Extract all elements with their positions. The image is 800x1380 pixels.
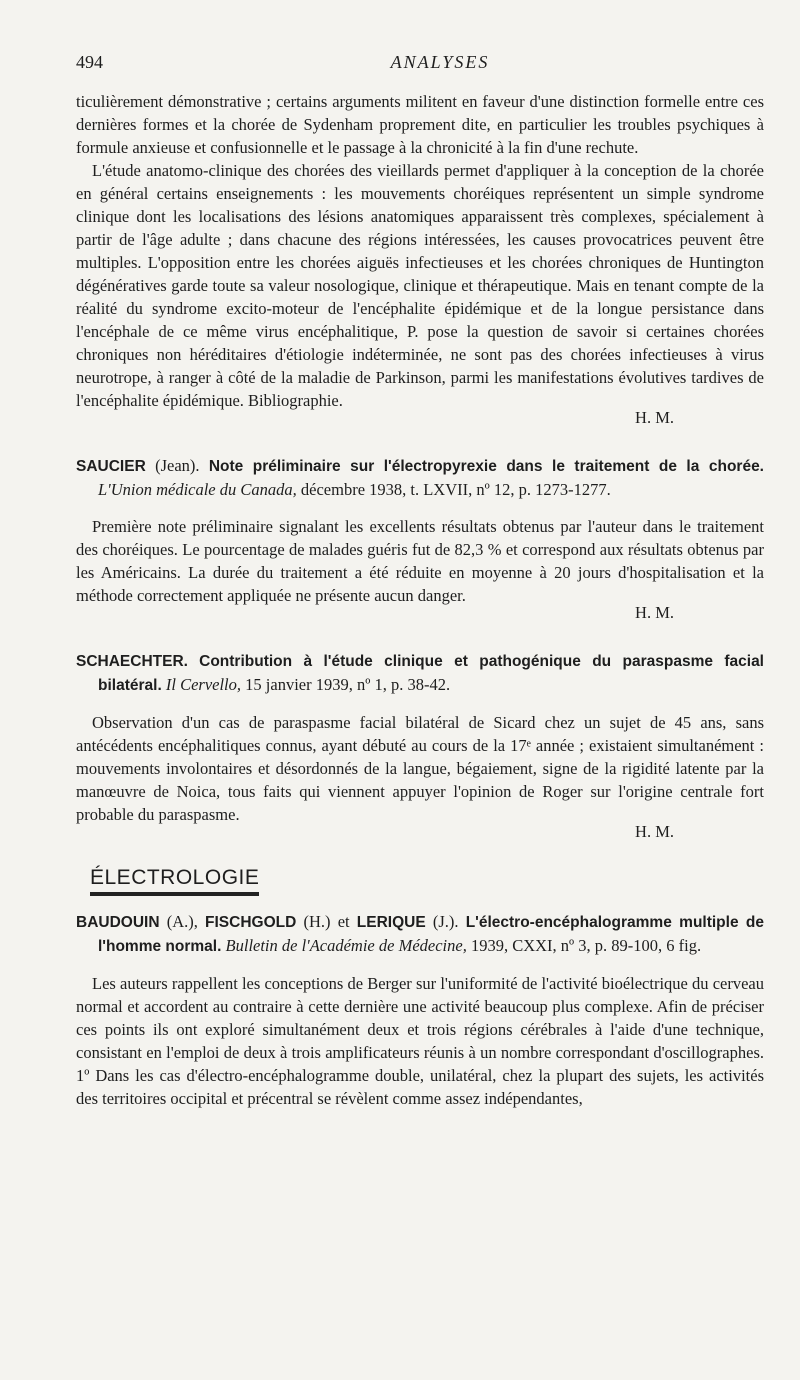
entry-heading	[76, 649, 764, 697]
entry-title: Note préliminaire sur l'électropyrexie dans le traitement de la chorée.	[208, 458, 764, 475]
journal-name: L'Union médicale du Canada,	[98, 480, 297, 499]
citation: décembre 1938, t. LXVII, nº 12, p. 1273-1277.	[300, 480, 611, 499]
journal-name: Il Cervello,	[165, 675, 242, 694]
journal-name: Bulletin de l'Académie de Médecine,	[225, 936, 467, 955]
abstract: Observation d'un cas de paraspasme facial bilatéral de Sicard chez un sujet de 45 ans, sans antécédents encéphalitiques connus, ayant débuté au cours de la 17ᵉ année ; existaient simultanément : mouvements involontaires et désordonnés de la langue, bégaiement, signe de la rigidité latente par la manœuvre de Noica, tous faits qui viennent appuyer l'opinion de Roger sur l'origine centrale fort probable du paraspasme.	[76, 713, 764, 824]
author-initial: (A.),	[166, 912, 198, 931]
author-name: SAUCIER	[76, 458, 146, 475]
page-body	[76, 90, 764, 1110]
entry-saucier	[76, 454, 764, 623]
author-initial: (J.).	[432, 912, 459, 931]
abstract: Première note préliminaire signalant les excellents résultats obtenus par l'auteur dans le traitement des choréiques. Le pourcentage de malades guéris fut de 82,3 % et correspond aux résultats obtenus par les Américains. La durée du traitement a été réduite en moyenne à 20 jours d'hospitalisation et la méthode correctement appliquée ne présente aucun danger.	[76, 517, 764, 605]
citation: 1939, CXXI, nº 3, p. 89-100, 6 fig.	[470, 936, 702, 955]
continuation-paragraph-2: L'étude anatomo-clinique des chorées des vieillards permet d'appliquer à la conception de la chorée en général certains enseignements : les mouvements choréiques représentent un simple syndrome clinique dont les localisations des lésions anatomiques apparaissent très complexes, spécialement à partir de l'âge adulte ; dans chacune des régions intéressées, les causes provocatrices peuvent être multiples. L'opposition entre les chorées aiguës infectieuses et les chorées chroniques de Huntington dégénératives garde toute sa valeur nosologique, clinique et thérapeutique. Mais en tenant compte de la réalité du syndrome excito-moteur de l'encéphalite épidémique et de la longue persistance dans l'encéphale de ce même virus encéphalitique, P. pose la question de savoir si certaines chorées chroniques non héréditaires d'étiologie indéterminée, ne sont pas des chorées infectieuses à virus neurotrope, à ranger à côté de la maladie de Parkinson, parmi les manifestations évolutives tardives de l'encéphalite épidémique. Bibliographie.	[76, 161, 764, 410]
continuation-paragraph-1: ticulièrement démonstrative ; certains arguments militent en faveur d'une distinction formelle entre ces dernières formes et la chorée de Sydenham proprement dite, en particulier les troubles psychiques à formule anxieuse et confusionnelle et le passage à la chronicité à la fin d'une rechute.	[76, 92, 764, 157]
author-name: SCHAECHTER.	[76, 653, 188, 670]
page-number: 494	[76, 52, 103, 72]
author-initial: (Jean).	[155, 456, 200, 475]
entry-baudouin	[76, 910, 764, 1110]
citation: 15 janvier 1939, nº 1, p. 38-42.	[245, 675, 451, 694]
section-heading: ÉLECTROLOGIE	[90, 866, 259, 896]
signature: H. M.	[635, 822, 674, 841]
entry-heading	[76, 910, 764, 958]
page-header	[76, 50, 764, 78]
signature: H. M.	[635, 603, 674, 622]
author-name: BAUDOUIN	[76, 914, 160, 931]
author-name: LERIQUE	[356, 914, 426, 931]
entry-heading	[76, 454, 764, 501]
entry-schaechter	[76, 649, 764, 842]
running-title: ANALYSES	[390, 52, 490, 72]
abstract: Les auteurs rappellent les conceptions de Berger sur l'uniformité de l'activité bioélectrique du cerveau normal et accordent au contraire à cette dernière une activité beaucoup plus complexe. Afin de préciser ces points ils ont exploré simultanément deux et trois régions cérébrales à l'aide d'une technique, consistant en l'emploi de deux à trois amplificateurs réunis à un nombre correspondant d'oscillographes. 1º Dans les cas d'électro-encéphalogramme double, unilatéral, chez la plupart des sujets, les activités des territoires occipital et précentral se révèlent comme assez indépendantes,	[76, 974, 764, 1108]
conjunction: et	[337, 912, 350, 931]
entry-title: Contribution à l'étude clinique et pathogénique du paraspasme facial bilatéral.	[98, 653, 764, 694]
author-initial: (H.)	[303, 912, 331, 931]
signature: H. M.	[635, 408, 674, 427]
entry-title: L'électro-encéphalogramme multiple de l'homme normal.	[98, 914, 765, 955]
author-name: FISCHGOLD	[205, 914, 297, 931]
